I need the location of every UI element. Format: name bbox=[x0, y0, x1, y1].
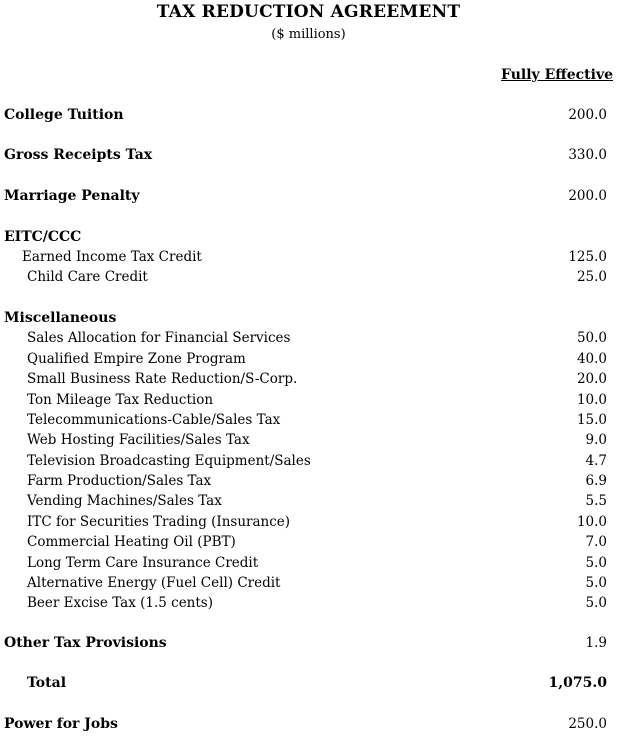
table-row bbox=[0, 575, 617, 595]
row-value: 10.0 bbox=[576, 391, 607, 408]
section-heading-misc bbox=[0, 310, 617, 330]
row-value: 5.0 bbox=[585, 575, 607, 591]
row-value: 250.0 bbox=[568, 716, 607, 732]
row-value: 7.0 bbox=[585, 534, 607, 550]
row-label: College Tuition bbox=[4, 107, 124, 123]
table-row bbox=[0, 595, 617, 615]
row-value: 4.7 bbox=[585, 452, 607, 469]
row-label: Child Care Credit bbox=[27, 269, 148, 285]
total-row bbox=[0, 675, 617, 695]
row-label: Vending Machines/Sales Tax bbox=[27, 493, 222, 509]
row-label: Beer Excise Tax (1.5 cents) bbox=[27, 595, 214, 611]
row-value: 20.0 bbox=[576, 371, 607, 387]
row-label: Web Hosting Facilities/Sales Tax bbox=[27, 432, 250, 448]
row-value: 25.0 bbox=[576, 269, 607, 285]
section-heading-label: Miscellaneous bbox=[4, 310, 117, 326]
row-value: 5.5 bbox=[585, 493, 607, 509]
row-value: 1.9 bbox=[585, 635, 607, 651]
row-label: Commercial Heating Oil (PBT) bbox=[27, 534, 236, 550]
row-label: Long Term Care Insurance Credit bbox=[27, 554, 259, 571]
table-row bbox=[0, 453, 617, 473]
row-label: Sales Allocation for Financial Services bbox=[27, 330, 291, 346]
table-row bbox=[0, 635, 617, 655]
table-row bbox=[0, 432, 617, 452]
row-label: Qualified Empire Zone Program bbox=[27, 350, 246, 367]
row-label: Small Business Rate Reduction/S-Corp. bbox=[27, 371, 298, 387]
table-row bbox=[0, 249, 617, 269]
row-value: 200.0 bbox=[568, 188, 607, 204]
row-value: 15.0 bbox=[576, 412, 607, 428]
total-label: Total bbox=[27, 675, 67, 691]
row-label: Earned Income Tax Credit bbox=[22, 249, 202, 265]
row-value: 40.0 bbox=[576, 350, 607, 367]
table-row bbox=[0, 371, 617, 391]
row-value: 5.0 bbox=[585, 554, 607, 571]
units-subtitle: ($ millions) bbox=[271, 27, 346, 42]
row-value: 200.0 bbox=[568, 107, 607, 123]
row-label: Telecommunications-Cable/Sales Tax bbox=[27, 412, 281, 428]
row-label: Alternative Energy (Fuel Cell) Credit bbox=[27, 575, 281, 591]
table-row bbox=[0, 107, 617, 127]
section-heading-eitc bbox=[0, 229, 617, 249]
row-label: Other Tax Provisions bbox=[4, 635, 167, 651]
table-row bbox=[0, 147, 617, 167]
table-row bbox=[0, 269, 617, 289]
row-label: Ton Mileage Tax Reduction bbox=[27, 391, 214, 408]
row-value: 50.0 bbox=[576, 330, 607, 346]
row-value: 10.0 bbox=[576, 513, 607, 530]
table-row bbox=[0, 514, 617, 534]
row-label: Marriage Penalty bbox=[4, 188, 140, 204]
table-row bbox=[0, 493, 617, 513]
row-label: Power for Jobs bbox=[4, 716, 118, 732]
row-value: 6.9 bbox=[585, 473, 607, 489]
column-header-fully-effective: Fully Effective bbox=[501, 67, 613, 83]
page-title: TAX REDUCTION AGREEMENT bbox=[156, 2, 461, 22]
section-heading-label: EITC/CCC bbox=[4, 229, 82, 245]
table-row bbox=[0, 716, 617, 736]
row-value: 330.0 bbox=[568, 147, 607, 163]
table-row bbox=[0, 412, 617, 432]
table-row bbox=[0, 555, 617, 575]
table-row bbox=[0, 330, 617, 350]
row-label: ITC for Securities Trading (Insurance) bbox=[27, 513, 291, 530]
row-value: 5.0 bbox=[585, 595, 607, 611]
table-row bbox=[0, 351, 617, 371]
total-value: 1,075.0 bbox=[548, 675, 607, 691]
table-row bbox=[0, 188, 617, 208]
row-value: 125.0 bbox=[568, 249, 607, 265]
table-row bbox=[0, 473, 617, 493]
row-label: Gross Receipts Tax bbox=[4, 147, 153, 163]
row-value: 9.0 bbox=[585, 432, 607, 448]
table-row bbox=[0, 534, 617, 554]
row-label: Farm Production/Sales Tax bbox=[27, 473, 212, 489]
row-label: Television Broadcasting Equipment/Sales bbox=[27, 452, 311, 469]
table-row bbox=[0, 392, 617, 412]
